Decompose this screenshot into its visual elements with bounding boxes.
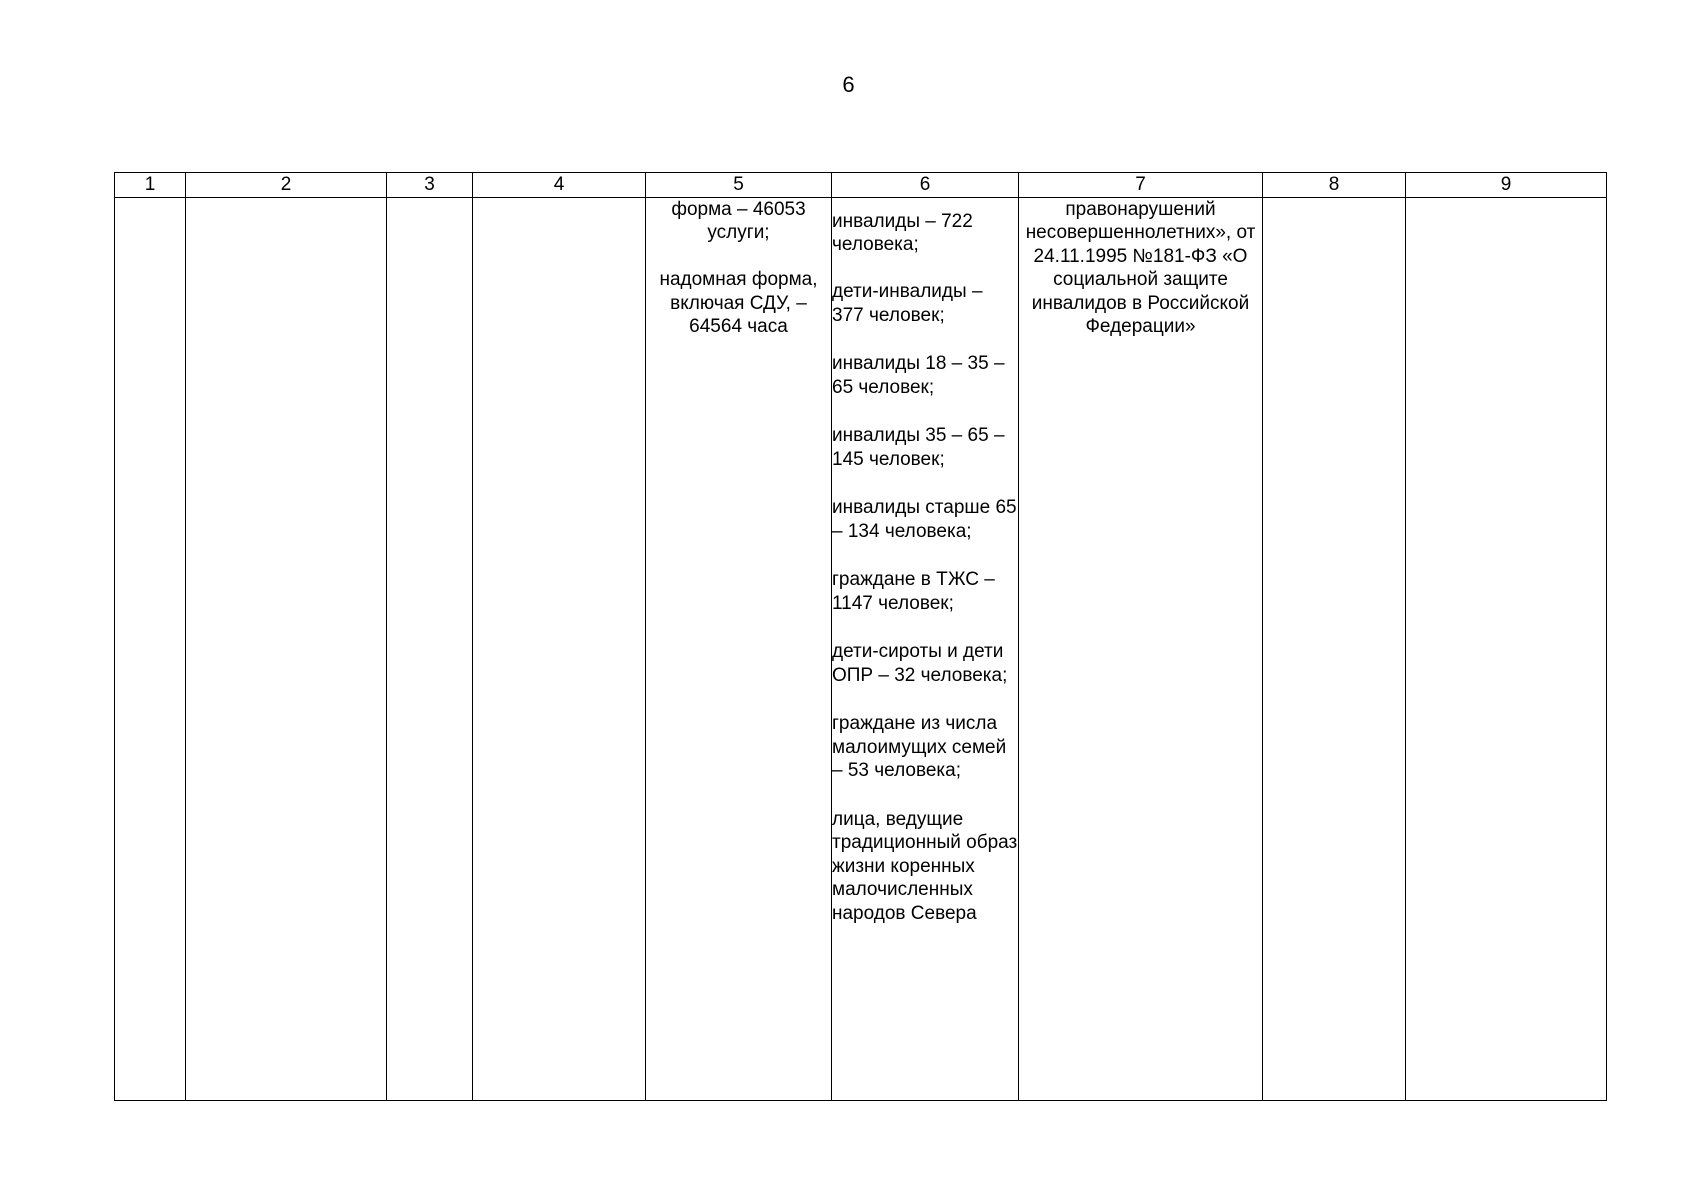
column-header-4: 4 [473, 173, 646, 198]
cell-col-2 [186, 197, 387, 1100]
column-header-5: 5 [646, 173, 832, 198]
table-row [115, 197, 1607, 1100]
category-item: дети-сироты и дети ОПР – 32 человека; [832, 641, 1008, 686]
cell-col-6 [832, 197, 1019, 1100]
cell-col-8 [1263, 197, 1406, 1100]
category-item: инвалиды 35 – 65 – 145 человек; [832, 425, 1005, 470]
document-table [114, 172, 1607, 1101]
service-form-text: форма – 46053 услуги; [671, 198, 806, 243]
page-number: 6 [842, 72, 855, 97]
column-header-2: 2 [186, 173, 387, 198]
legal-reference-text: правонарушений несовершеннолетних», от 24.11.1995 №181-ФЗ «О социальной защите инвалидов в Российской Федерации» [1025, 198, 1256, 337]
home-form-text: надомная форма, включая СДУ, – 64564 часа [659, 269, 818, 337]
category-item: инвалиды 18 – 35 – 65 человек; [832, 353, 1005, 398]
header-row [115, 173, 1607, 198]
cell-col-4 [473, 197, 646, 1100]
category-item: граждане из числа малоимущих семей – 53 человека; [832, 713, 1007, 781]
column-header-6: 6 [832, 173, 1019, 198]
cell-col-9 [1406, 197, 1607, 1100]
category-item: лица, ведущие традиционный образ жизни коренных малочисленных народов Севера [832, 808, 1018, 924]
cell-col-1 [115, 197, 186, 1100]
column-header-3: 3 [387, 173, 473, 198]
column-header-9: 9 [1406, 173, 1607, 198]
category-item: инвалиды старше 65 – 134 человека; [832, 497, 1017, 542]
category-item: дети-инвалиды – 377 человек; [832, 281, 983, 326]
column-header-1: 1 [115, 173, 186, 198]
category-item: инвалиды – 722 человека; [832, 210, 973, 255]
cell-col-3 [387, 197, 473, 1100]
category-item: граждане в ТЖС – 1147 человек; [832, 569, 995, 614]
cell-col-7 [1019, 197, 1263, 1100]
cell-col-5 [646, 197, 832, 1100]
column-header-8: 8 [1263, 173, 1406, 198]
column-header-7: 7 [1019, 173, 1263, 198]
